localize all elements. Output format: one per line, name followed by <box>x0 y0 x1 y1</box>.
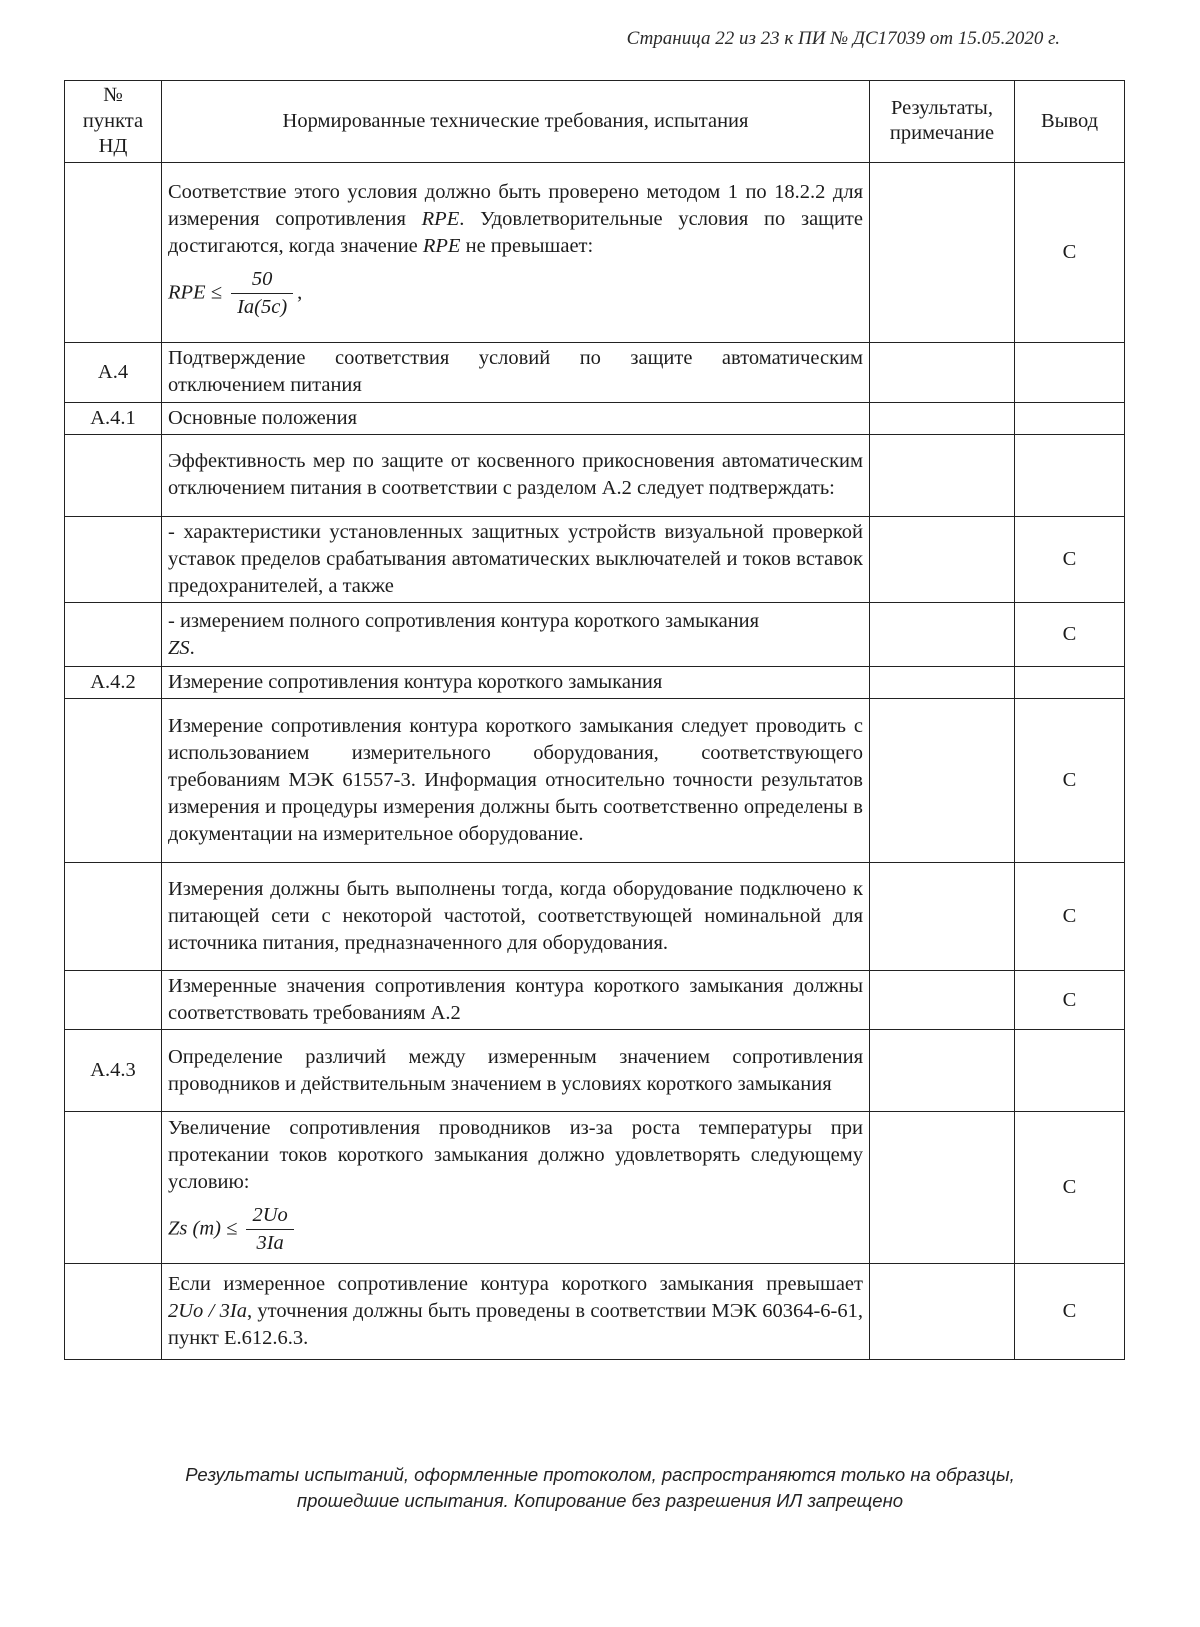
row-num: А.4.1 <box>65 402 162 434</box>
row-num <box>65 1264 162 1360</box>
symbol-rpe: RPE <box>421 208 460 231</box>
page-header: Страница 22 из 23 к ПИ № ДС17039 от 15.05.2020 г. <box>626 28 1060 49</box>
row-num <box>65 434 162 516</box>
row-result <box>870 1264 1015 1360</box>
row-conclusion <box>1015 434 1125 516</box>
row-requirement: Эффективность мер по защите от косвенного прикосновения автоматическим отключением питания в соответствии с разделом А.2 следует подтверждать: <box>162 434 870 516</box>
row-conclusion: С <box>1015 603 1125 667</box>
row-num <box>65 971 162 1030</box>
row-requirement: Подтверждение соответствия условий по защите автоматическим отключением питания <box>162 342 870 402</box>
table-row <box>65 1264 1125 1360</box>
row-conclusion: С <box>1015 863 1125 971</box>
page-footer <box>0 1462 1200 1514</box>
row-conclusion <box>1015 1030 1125 1112</box>
footer-line-2: прошедшие испытания. Копирование без разрешения ИЛ запрещено <box>296 1489 904 1511</box>
row-requirement: Измерения должны быть выполнены тогда, когда оборудование подключено к питающей сети с некоторой частотой, соответствующей номинальной для источника питания, предназначенного для оборудования. <box>162 863 870 971</box>
row-result <box>870 667 1015 699</box>
row-result <box>870 699 1015 863</box>
row-num <box>65 1112 162 1264</box>
table-row <box>65 603 1125 667</box>
row-requirement: - характеристики установленных защитных устройств визуальной проверкой уставок пределов срабатывания автоматических выключателей и токов вставок предохранителей, а также <box>162 516 870 602</box>
table-row <box>65 342 1125 402</box>
table-row <box>65 516 1125 602</box>
symbol-ratio: 2Uo / 3Ia <box>168 1300 247 1323</box>
row-result <box>870 434 1015 516</box>
table-row <box>65 699 1125 863</box>
table-row <box>65 1030 1125 1112</box>
header-num: № пункта НД <box>65 81 162 163</box>
symbol-rpe: RPE <box>422 235 461 258</box>
row-conclusion <box>1015 342 1125 402</box>
row-conclusion <box>1015 402 1125 434</box>
row-requirement: Измеренные значения сопротивления контура короткого замыкания должны соответствовать требованиям А.2 <box>162 971 870 1030</box>
row-num: А.4.2 <box>65 667 162 699</box>
row-requirement: Измерение сопротивления контура короткого замыкания следует проводить с использованием измерительного оборудования, соответствующего требованиям МЭК 61557-3. Информация относительно точности результатов измерения и процедуры измерения должны быть соответственно определены в документации на измерительное оборудование. <box>162 699 870 863</box>
row-conclusion: С <box>1015 699 1125 863</box>
table-row <box>65 863 1125 971</box>
row-num <box>65 516 162 602</box>
row-result <box>870 342 1015 402</box>
table-row <box>65 402 1125 434</box>
row-conclusion <box>1015 667 1125 699</box>
row-result <box>870 1112 1015 1264</box>
row-requirement: Измерение сопротивления контура короткого замыкания <box>162 667 870 699</box>
row-num: А.4 <box>65 342 162 402</box>
table-row <box>65 162 1125 342</box>
symbol-zs: ZS <box>168 636 190 659</box>
row-result <box>870 1030 1015 1112</box>
table-row <box>65 434 1125 516</box>
row-requirement: Увеличение сопротивления проводников из-за роста температуры при протекании токов короткого замыкания должно удовлетворять следующему условию: Zs (m) ≤ $\frac{2Uo}{3Ia}$ <box>162 1112 870 1264</box>
row-num <box>65 603 162 667</box>
table-row <box>65 971 1125 1030</box>
table-header-row <box>65 81 1125 163</box>
row-result <box>870 603 1015 667</box>
table-row <box>65 1112 1125 1264</box>
header-results: Результаты, примечание <box>870 81 1015 163</box>
row-conclusion: С <box>1015 971 1125 1030</box>
row-result <box>870 971 1015 1030</box>
row-requirement: Основные положения <box>162 402 870 434</box>
table-row <box>65 667 1125 699</box>
header-requirements: Нормированные технические требования, испытания <box>162 81 870 163</box>
row-conclusion: С <box>1015 1264 1125 1360</box>
footer-line-1: Результаты испытаний, оформленные протоколом, распространяются только на образцы, <box>185 1464 1015 1485</box>
row-requirement: - измерением полного сопротивления контура короткого замыкания ZS. <box>162 603 870 667</box>
row-conclusion: С <box>1015 1112 1125 1264</box>
formula-zs: Zs (m) ≤ $\frac{2Uo}{3Ia}$ <box>168 1202 863 1257</box>
row-num <box>65 863 162 971</box>
row-requirement: Определение различий между измеренным значением сопротивления проводников и действительным значением в условиях короткого замыкания <box>162 1030 870 1112</box>
row-num: А.4.3 <box>65 1030 162 1112</box>
row-conclusion: С <box>1015 162 1125 342</box>
row-num <box>65 162 162 342</box>
requirements-table <box>64 80 1125 1360</box>
formula-rpe: RPE ≤ $\frac{50}{Ia(5c)}$ , <box>168 268 303 319</box>
row-result <box>870 162 1015 342</box>
header-conclusion: Вывод <box>1015 81 1125 163</box>
row-requirement: Если измеренное сопротивление контура короткого замыкания превышает 2Uo / 3Ia, уточнения должны быть проведены в соответствии МЭК 60364-6-61, пункт Е.612.6.3. <box>162 1264 870 1360</box>
row-requirement: Соответствие этого условия должно быть проверено методом 1 по 18.2.2 для измерения сопротивления RPE. Удовлетворительные условия по защите достигаются, когда значение RPE не превышает: RPE ≤ $\frac{50}{Ia(5c)}$ , <box>162 162 870 342</box>
row-conclusion: С <box>1015 516 1125 602</box>
row-result <box>870 516 1015 602</box>
row-result <box>870 863 1015 971</box>
row-result <box>870 402 1015 434</box>
row-num <box>65 699 162 863</box>
